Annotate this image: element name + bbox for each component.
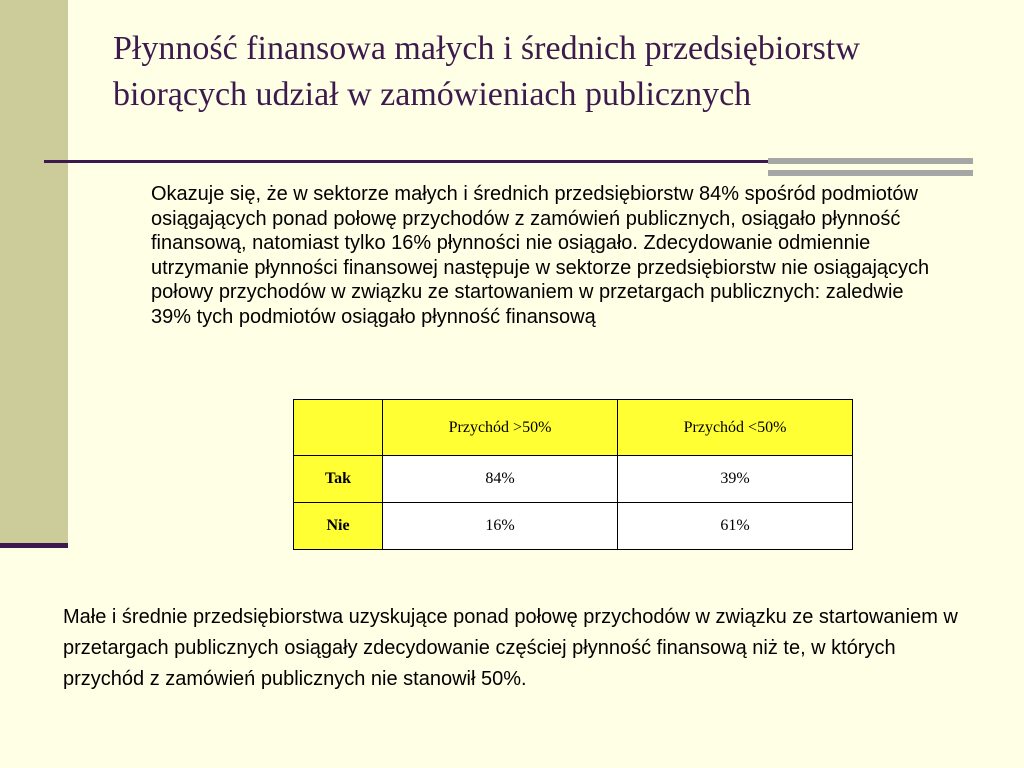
table-header-under-50: Przychód <50% [618,400,853,456]
table-row-label: Nie [294,503,383,550]
table-cell: 16% [383,503,618,550]
title-rule-gray-upper [768,158,973,164]
conclusion-paragraph: Małe i średnie przedsiębiorstwa uzyskujące ponad połowę przychodów w związku ze startowaniem w przetargach publicznych osiągały zdecydowanie częściej płynność finansową niż te, w których przychód z zamówień publicznych nie stanowił 50%. [63,606,958,690]
table-cell: 84% [383,456,618,503]
table-row [294,503,853,550]
side-decor-line [0,543,68,548]
intro-paragraph: Okazuje się, że w sektorze małych i średnich przedsiębiorstw 84% spośród podmiotów osiągających ponad połowę przychodów z zamówień publicznych, osiągało płynność finansową, natomiast tylko 16% płynności nie osiągało. Zdecydowanie odmiennie utrzymanie płynności finansowej następuje w sektorze przedsiębiorstw nie osiągających połowy przychodów w związku ze startowaniem w przetargach publicznych: zaledwie 39% tych podmiotów osiągało płynność finansową [151,183,930,328]
title-underline [44,160,774,163]
table-row [294,456,853,503]
table-header-row [294,400,853,456]
side-decor-band [0,0,68,545]
slide-title: Płynność finansowa małych i średnich przedsiębiorstw biorących udział w zamówieniach publicznych [113,30,860,113]
table-cell: 39% [618,456,853,503]
table-row-label: Tak [294,456,383,503]
liquidity-table [293,399,853,550]
title-rule-gray-lower [768,170,973,176]
table-header-over-50: Przychód >50% [383,400,618,456]
table-cell: 61% [618,503,853,550]
table-header-corner [294,400,383,456]
